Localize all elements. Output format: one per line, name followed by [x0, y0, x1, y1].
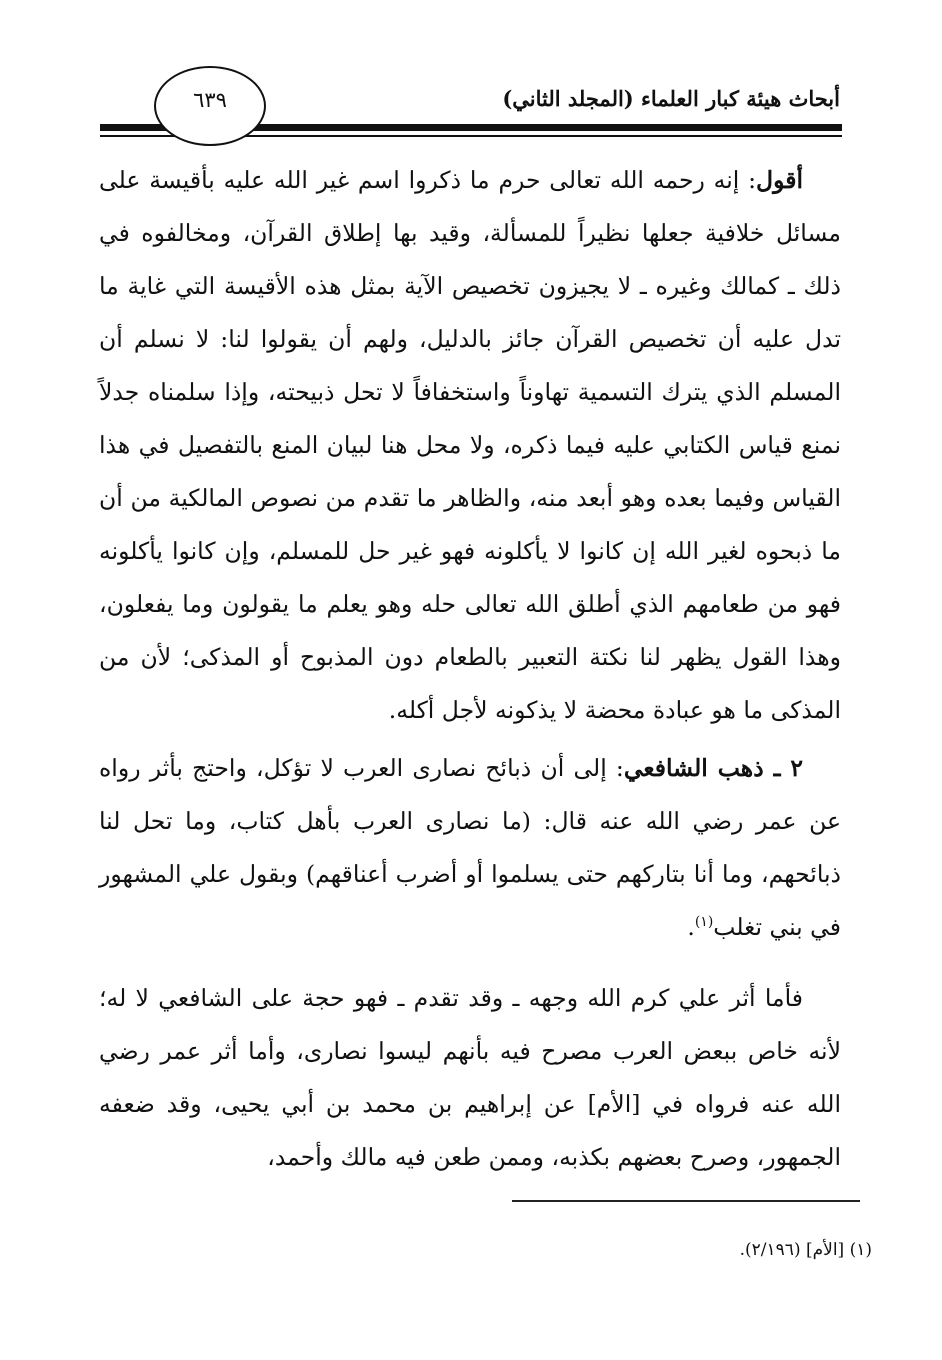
footnote: (١) [الأم] (٢/١٩٦). — [739, 1240, 872, 1260]
paragraph-text: فأما أثر علي كرم الله وجهه ـ وقد تقدم ـ فهو حجة على الشافعي لا له؛ لأنه خاص ببعض العرب مصرح فيه بأنهم ليسوا نصارى، وأما أثر عمر رضي الله عنه فرواه في [الأم] عن إبراهيم بن محمد بن أبي يحيى، وقد ضعفه الجمهور، وصرح بعضهم بكذبه، وممن طعن فيه مالك وأحمد، — [99, 984, 841, 1171]
page-number-oval — [154, 66, 266, 146]
paragraph-lead: أقول — [756, 166, 804, 194]
paragraph-1 — [99, 154, 841, 737]
footnote-reference: (١) — [694, 914, 714, 931]
paragraph-2 — [99, 742, 841, 954]
paragraph-text: : إنه رحمه الله تعالى حرم ما ذكروا اسم غير الله عليه بأقيسة على مسائل خلافية جعلها نظيراً للمسألة، وقيد بها إطلاق القرآن، ومخالفوه في ذلك ـ كمالك وغيره ـ لا يجيزون تخصيص الآية بمثل هذه الأقيسة التي غاية ما تدل عليه أن تخصيص القرآن جائز بالدليل، ولهم أن يقولوا لنا: لا نسلم أن المسلم الذي يترك التسمية تهاوناً واستخفافاً لا تحل ذبيحته، وإذا سلمناه جدلاً نمنع قياس الكتابي عليه فيما ذكره، ولا محل هنا لبيان المنع بالتفصيل في هذا القياس وفيما بعده وهو أبعد منه، والظاهر ما تقدم من نصوص المالكية من أن ما ذبحوه لغير الله إن كانوا لا يأكلونه فهو غير حل للمسلم، وإن كانوا يأكلونه فهو من طعامهم الذي أطلق الله تعالى حله وهو يعلم ما يقولون وما يفعلون، وهذا القول يظهر لنا نكتة التعبير بالطعام دون المذبوح أو المذكى؛ لأن من المذكى ما هو عبادة محضة لا يذكونه لأجل أكله. — [99, 166, 841, 724]
paragraph-text: : إلى أن ذبائح نصارى العرب لا تؤكل، واحتج بأثر رواه عن عمر رضي الله عنه قال: (ما نصارى العرب بأهل كتاب، وما تحل لنا ذبائحهم، وما أنا بتاركهم حتى يسلموا أو أضرب أعناقهم) وبقول علي المشهور في بني تغلب — [99, 754, 841, 941]
paragraph-3 — [99, 972, 841, 1184]
running-header-title: أبحاث هيئة كبار العلماء (المجلد الثاني) — [502, 86, 840, 111]
paragraph-tail: . — [687, 913, 695, 941]
paragraph-lead: ٢ ـ ذهب الشافعي — [623, 754, 803, 782]
footnote-separator — [512, 1200, 860, 1202]
page-number: ٦٣٩ — [193, 88, 227, 112]
